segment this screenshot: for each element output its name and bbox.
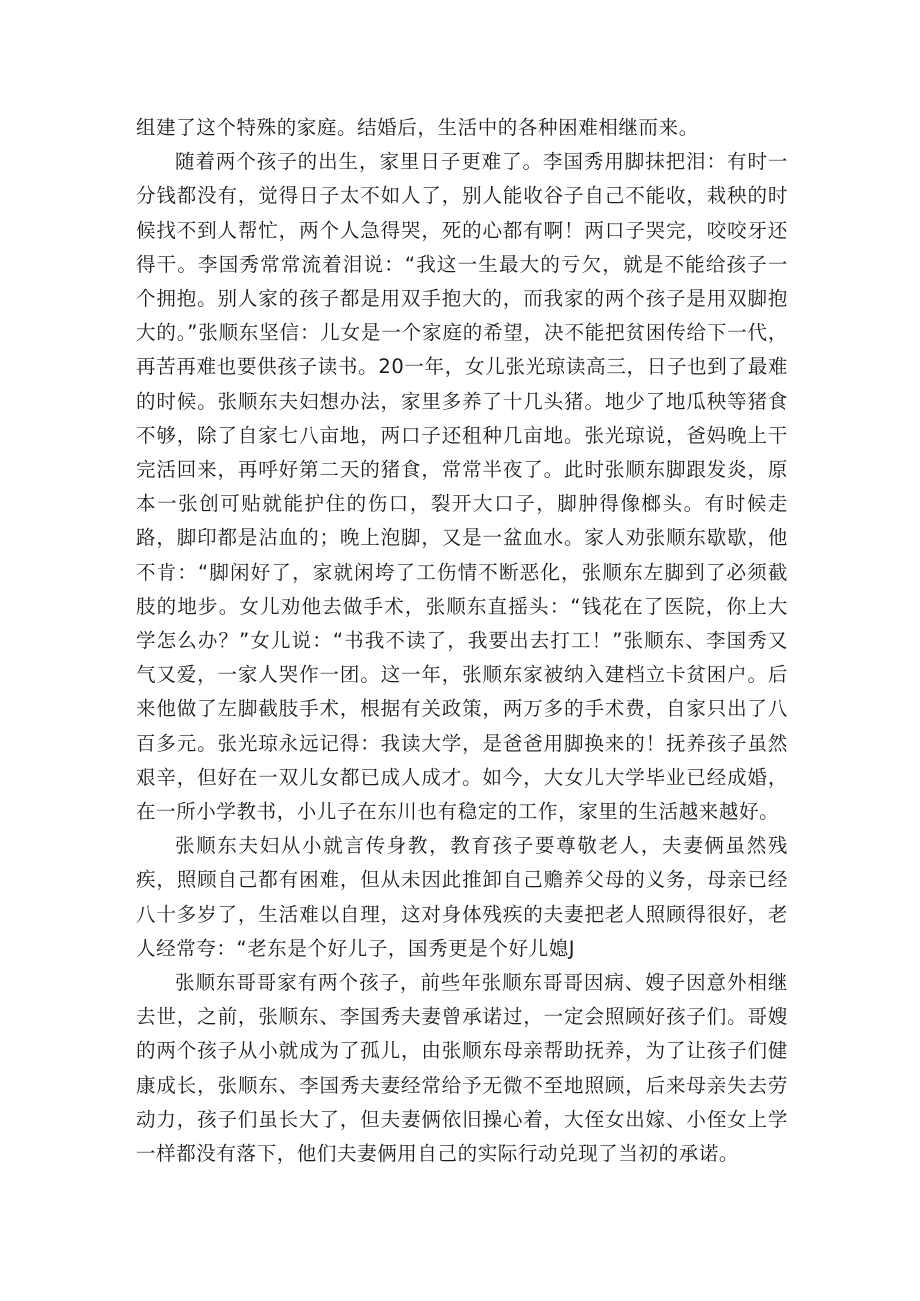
paragraph-nephews-promise: 张顺东哥哥家有两个孩子，前些年张顺东哥哥因病、嫂子因意外相继去世，之前，张顺东、李国秀夫妻曾承诺过，一定会照顾好孩子们。哥嫂的两个孩子从小就成为了孤儿，由张顺东母亲帮助抚养，为了让孩子们健康成长，张顺东、李国秀夫妻经常给予无微不至地照顾，后来母亲失去劳动力，孩子们虽长大了，但夫妻俩依旧操心着，大侄女出嫁、小侄女上学一样都没有落下，他们夫妻俩用自己的实际行动兑现了当初的承诺。 xyxy=(136,971,788,1166)
paragraph-hardship-story: 随着两个孩子的出生，家里日子更难了。李国秀用脚抹把泪：有时一分钱都没有，觉得日子太不如人了，别人能收谷子自己不能收，栽秧的时候找不到人帮忙，两个人急得哭，死的心都有啊！两口子哭完，咬咬牙还得干。李国秀常常流着泪说：“我这一生最大的亏欠，就是不能给孩子一个拥抱。别人家的孩子都是用双手抱大的，而我家的两个孩子是用双脚抱大的。”张顺东坚信：儿女是一个家庭的希望，决不能把贫困传给下一代，再苦再难也要供孩子读书。20一年，女儿张光琼读高三，日子也到了最难的时候。张顺东夫妇想办法，家里多养了十几头猪。地少了地瓜秧等猪食不够，除了自家七八亩地，两口子还租种几亩地。张光琼说，爸妈晚上干完活回来，再呼好第二天的猪食，常常半夜了。此时张顺东脚跟发炎，原本一张创可贴就能护住的伤口，裂开大口子，脚肿得像榔头。有时候走路，脚印都是沾血的；晚上泡脚，又是一盆血水。家人劝张顺东歇歇，他不肯：“脚闲好了，家就闲垮了工伤情不断恶化，张顺东左脚到了必须截肢的地步。女儿劝他去做手术，张顺东直摇头：“钱花在了医院，你上大学怎么办？”女儿说：“书我不读了，我要出去打工！”张顺东、李国秀又气又爱，一家人哭作一团。这一年，张顺东家被纳入建档立卡贫困户。后来他做了左脚截肢手术，根据有关政策，两万多的手术费，自家只出了八百多元。张光琼永远记得：我读大学，是爸爸用脚换来的！抚养孩子虽然艰辛，但好在一双儿女都已成人成才。如今，大女儿大学毕业已经成婚，在一所小学教书，小儿子在东川也有稳定的工作，家里的生活越来越好。 xyxy=(136,150,788,824)
paragraph-filial-piety: 张顺东夫妇从小就言传身教，教育孩子要尊敬老人，夫妻俩虽然残疾，照顾自己都有困难，但从未因此推卸自己赡养父母的义务，母亲已经八十多岁了，生活难以自理，这对身体残疾的夫妻把老人照顾得很好，老人经常夸：“老东是个好儿子，国秀更是个好儿媳J xyxy=(136,834,788,960)
article-body xyxy=(136,111,788,1171)
paragraph-continuation: 组建了这个特殊的家庭。结婚后，生活中的各种困难相继而来。 xyxy=(136,116,699,139)
